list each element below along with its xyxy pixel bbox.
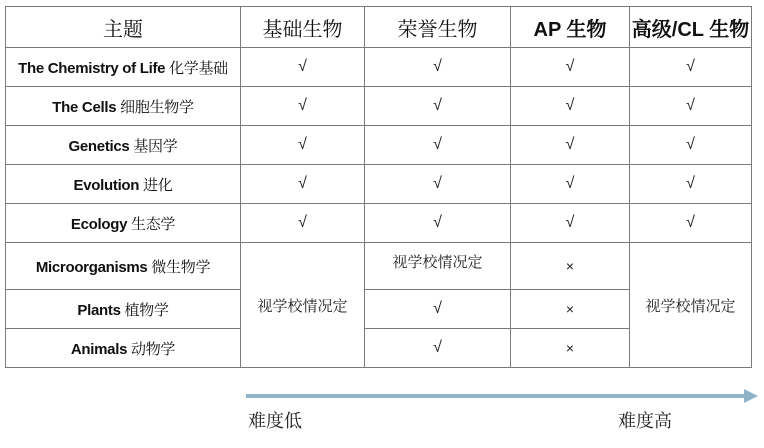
topic-en: Evolution bbox=[73, 176, 140, 194]
topic-cell bbox=[6, 87, 241, 126]
difficulty-high-label: 难度高 bbox=[618, 411, 672, 432]
header-advanced-cl-biology: 高级/CL 生物 bbox=[630, 7, 752, 48]
topic-cn: 化学基础 bbox=[169, 59, 228, 77]
header-topic: 主题 bbox=[6, 7, 241, 48]
check-mark: √ bbox=[365, 204, 511, 243]
check-mark: √ bbox=[511, 126, 630, 165]
topic-en: Microorganisms bbox=[35, 258, 148, 276]
topic-cn: 微生物学 bbox=[151, 258, 211, 276]
topic-cell bbox=[6, 48, 241, 87]
check-mark: √ bbox=[511, 165, 630, 204]
difficulty-low-label: 难度低 bbox=[248, 411, 302, 432]
topic-cn: 植物学 bbox=[124, 301, 169, 319]
check-mark: √ bbox=[241, 165, 365, 204]
topic-cell bbox=[6, 204, 241, 243]
topic-cell bbox=[6, 329, 241, 368]
check-mark: √ bbox=[365, 165, 511, 204]
table-row bbox=[6, 165, 752, 204]
topic-en: Plants bbox=[77, 301, 121, 319]
header-ap-biology: AP 生物 bbox=[511, 7, 630, 48]
table-row bbox=[6, 87, 752, 126]
check-mark: √ bbox=[630, 48, 752, 87]
check-mark: √ bbox=[511, 204, 630, 243]
check-mark: √ bbox=[630, 204, 752, 243]
topic-cell bbox=[6, 290, 241, 329]
table-row bbox=[6, 204, 752, 243]
check-mark: √ bbox=[241, 48, 365, 87]
basic-school-dependent-note: 视学校情况定 bbox=[241, 243, 365, 368]
check-mark: √ bbox=[365, 48, 511, 87]
check-mark: √ bbox=[365, 290, 511, 329]
difficulty-arrow-icon bbox=[246, 388, 764, 404]
topic-cn: 进化 bbox=[143, 176, 173, 194]
check-mark: √ bbox=[365, 329, 511, 368]
topic-en: The Cells bbox=[52, 98, 117, 116]
table-row bbox=[6, 243, 752, 290]
topic-cell bbox=[6, 165, 241, 204]
check-mark: √ bbox=[511, 48, 630, 87]
topic-cell bbox=[6, 243, 241, 290]
cross-mark: × bbox=[511, 243, 630, 290]
check-mark: √ bbox=[241, 204, 365, 243]
cross-mark: × bbox=[511, 290, 630, 329]
table-row bbox=[6, 126, 752, 165]
header-basic-biology: 基础生物 bbox=[241, 7, 365, 48]
check-mark: √ bbox=[365, 87, 511, 126]
header-honors-biology: 荣誉生物 bbox=[365, 7, 511, 48]
check-mark: √ bbox=[365, 126, 511, 165]
topic-en: The Chemistry of Life bbox=[18, 59, 166, 77]
honors-school-dependent-note: 视学校情况定 bbox=[365, 243, 511, 290]
header-row bbox=[6, 7, 752, 48]
advanced-school-dependent-note: 视学校情况定 bbox=[630, 243, 752, 368]
check-mark: √ bbox=[241, 126, 365, 165]
topic-cn: 基因学 bbox=[133, 137, 178, 155]
check-mark: √ bbox=[511, 87, 630, 126]
topic-cn: 动物学 bbox=[131, 340, 176, 358]
course-comparison-table bbox=[5, 6, 752, 368]
topic-en: Animals bbox=[70, 340, 128, 358]
topic-en: Genetics bbox=[68, 137, 130, 155]
cross-mark: × bbox=[511, 329, 630, 368]
check-mark: √ bbox=[630, 126, 752, 165]
topic-cn: 细胞生物学 bbox=[120, 98, 194, 116]
topic-en: Ecology bbox=[70, 215, 128, 233]
check-mark: √ bbox=[241, 87, 365, 126]
check-mark: √ bbox=[630, 87, 752, 126]
topic-cn: 生态学 bbox=[131, 215, 176, 233]
check-mark: √ bbox=[630, 165, 752, 204]
topic-cell bbox=[6, 126, 241, 165]
table-row bbox=[6, 48, 752, 87]
